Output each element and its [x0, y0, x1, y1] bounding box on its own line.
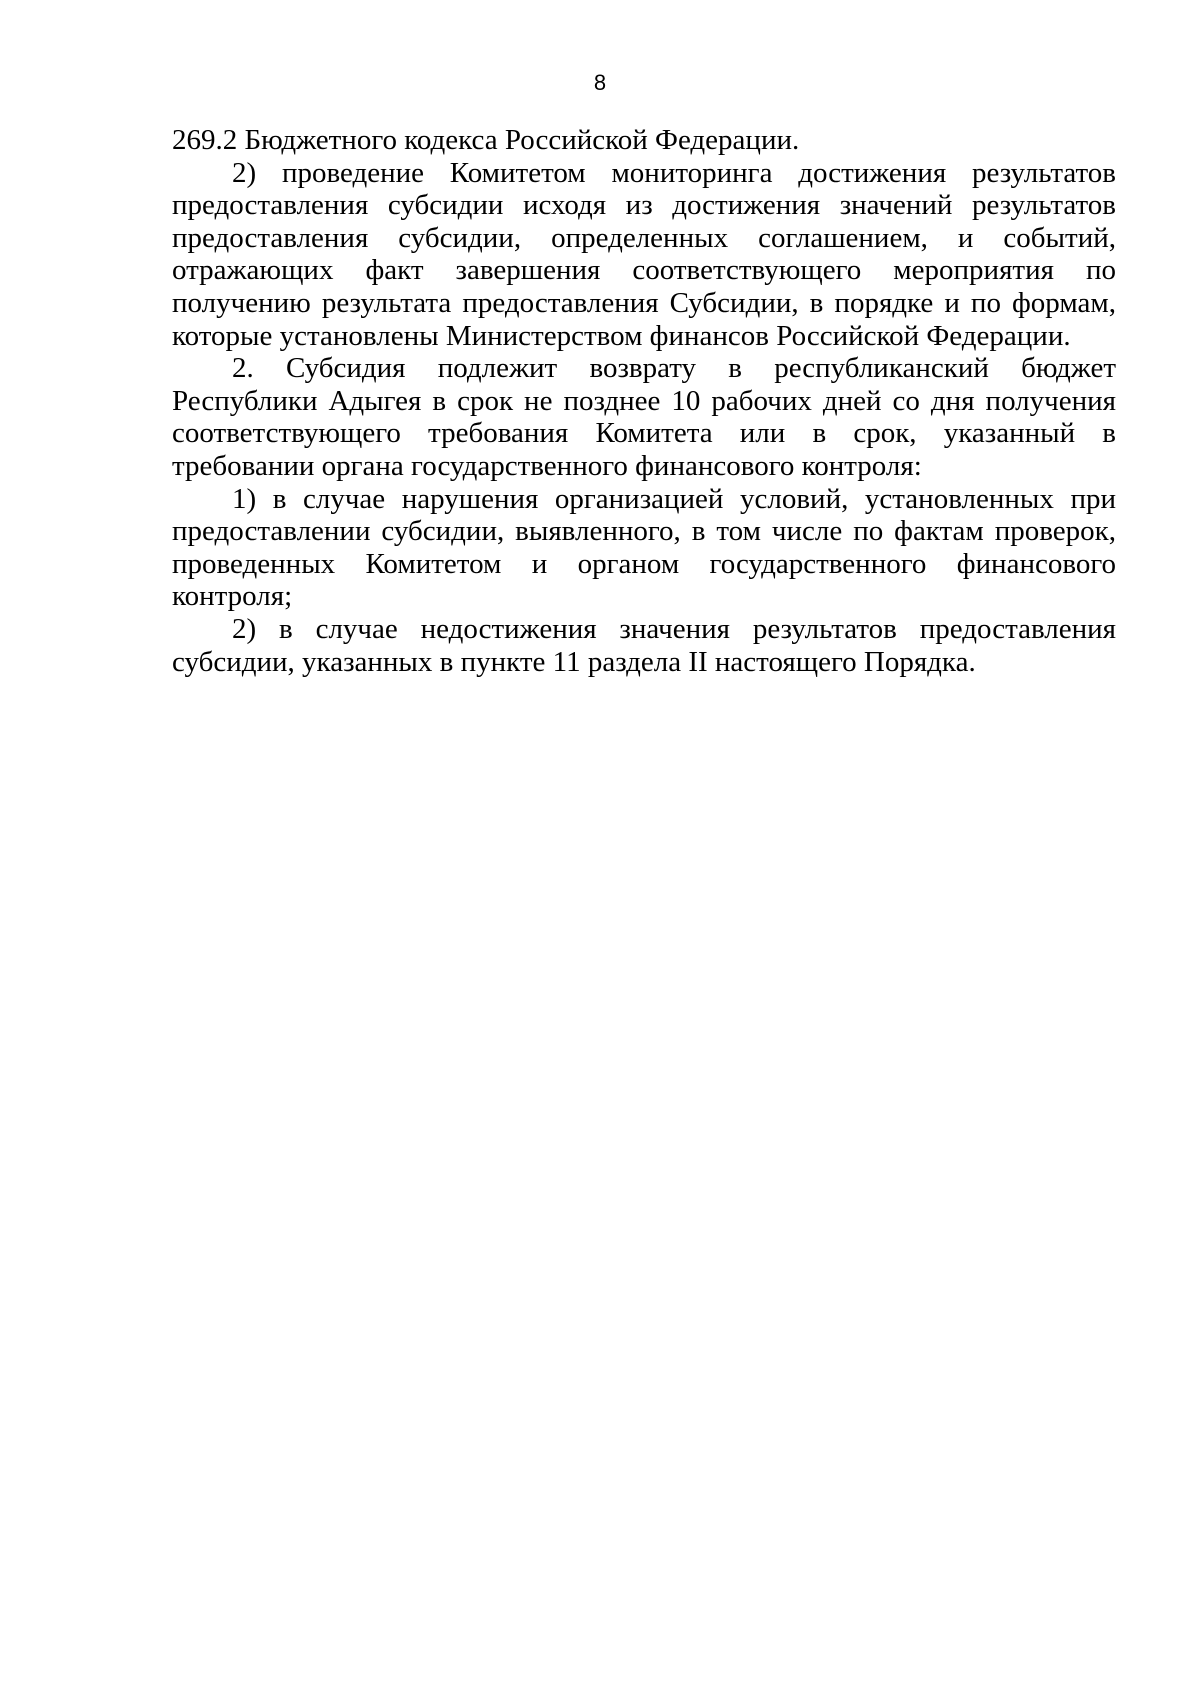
- paragraph-condition-violation: 1) в случае нарушения организацией условий, установленных при предоставлении субсидии, выявленного, в том числе по фактам проверок, проведенных Комитетом и органом государственного финансового контроля;: [172, 482, 1116, 613]
- paragraph-result-not-achieved: 2) в случае недостижения значения результатов предоставления субсидии, указанных в пункте 11 раздела II настоящего Порядка.: [172, 612, 1116, 678]
- page-number: 8: [593, 70, 607, 95]
- paragraph-monitoring: 2) проведение Комитетом мониторинга достижения результатов предоставления субсидии исходя из достижения значений результатов предоставления субсидии, определенных соглашением, и событий, отражающих факт завершения соответствующего мероприятия по получению результата предоставления Субсидии, в порядке и по формам, которые установлены Министерством финансов Российской Федерации.: [172, 156, 1116, 352]
- paragraph-continuation: 269.2 Бюджетного кодекса Российской Федерации.: [172, 124, 800, 156]
- document-body: [172, 124, 1116, 678]
- paragraph-subsidy-return: 2. Субсидия подлежит возврату в республиканский бюджет Республики Адыгея в срок не позднее 10 рабочих дней со дня получения соответствующего требования Комитета или в срок, указанный в требовании органа государственного финансового контроля:: [172, 352, 1116, 482]
